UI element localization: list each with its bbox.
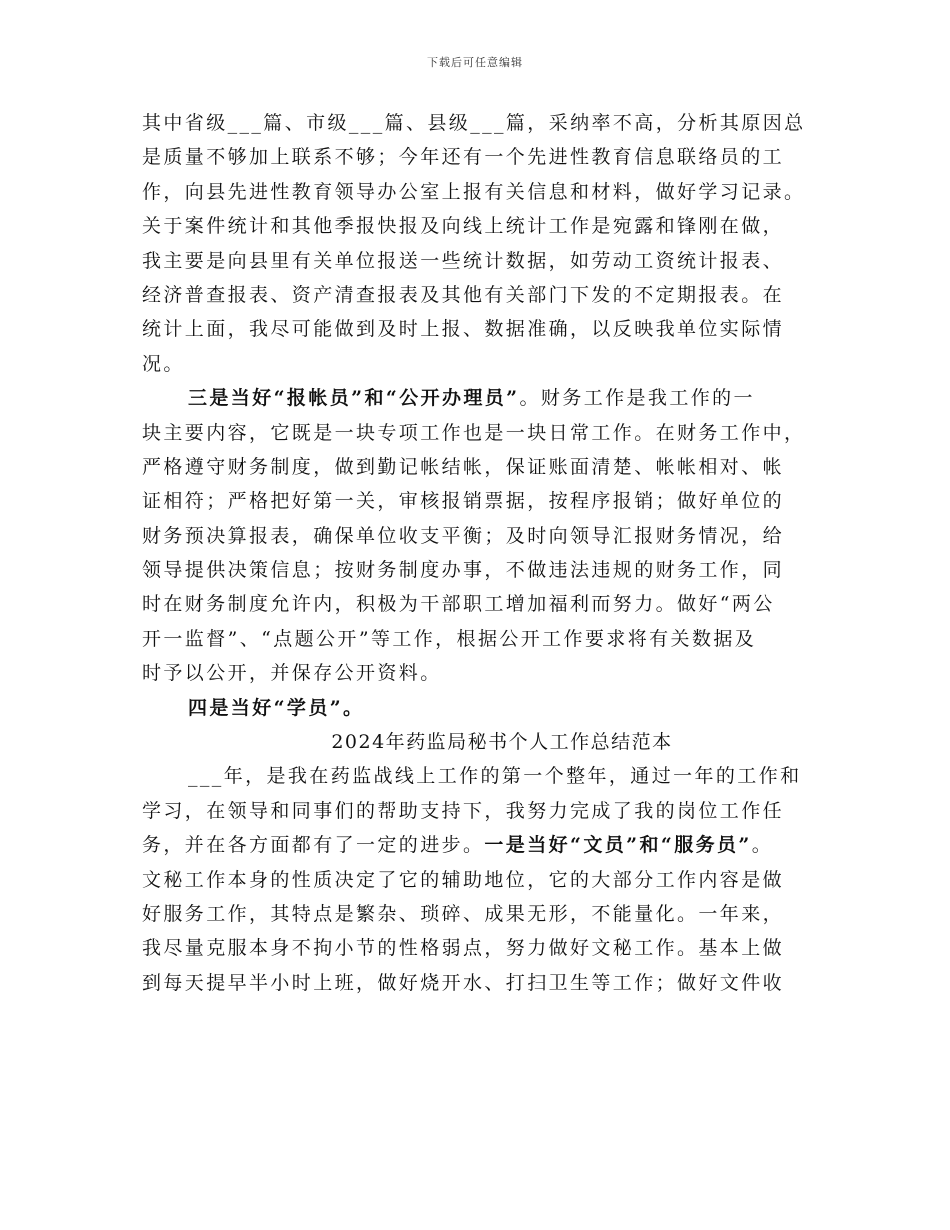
text-line: 领导提供决策信息；按财务制度办事，不做违法违规的财务工作，同: [142, 559, 785, 582]
text-line: [142, 381, 822, 415]
text-line: 关于案件统计和其他季报快报及向线上统计工作是宛露和锋刚在做，: [142, 215, 785, 238]
text-run: 。财务工作是我工作的一: [519, 387, 755, 410]
page-header-note: 下载后可任意编辑: [427, 56, 523, 69]
paragraph-summary: [142, 759, 822, 1000]
text-line: 到每天提早半小时上班，做好烧开水、打扫卫生等工作；做好文件收: [142, 971, 785, 994]
text-line: 财务预决算报表，确保单位收支平衡；及时向领导汇报财务情况，给: [142, 524, 785, 547]
text-line: 况。: [142, 352, 185, 375]
text-line: 统计上面，我尽可能做到及时上报、数据准确，以反映我单位实际情: [142, 318, 785, 341]
text-line: 学习，在领导和同事们的帮助支持下，我努力完成了我的岗位工作任: [142, 799, 785, 822]
text-line: [142, 828, 822, 862]
document-title: 2024年药监局秘书个人工作总结范本: [331, 731, 673, 754]
heading-accountant: 三是当好“报帐员”和“公开办理员”: [188, 387, 520, 410]
heading-clerk: 一是当好“文员”和“服务员”: [484, 834, 752, 857]
text-line: 时予以公开，并保存公开资料。: [142, 662, 442, 685]
text-run: 务，并在各方面都有了一定的进步。: [142, 834, 485, 857]
text-line: 作，向县先进性教育领导办公室上报有关信息和材料，做好学习记录。: [142, 180, 806, 203]
text-line: ___年，是我在药监战线上工作的第一个整年，通过一年的工作和: [188, 765, 802, 788]
text-line: 其中省级___篇、市级___篇、县级___篇，采纳率不高，分析其原因总: [142, 112, 806, 134]
text-line: 开一监督”、“点题公开”等工作，根据公开工作要求将有关数据及: [142, 627, 757, 650]
text-line: 好服务工作，其特点是繁杂、琐碎、成果无形，不能量化。一年来，: [142, 902, 785, 925]
document-body: [142, 106, 822, 1000]
paragraph-finance: [142, 381, 822, 691]
text-line: 我主要是向县里有关单位报送一些统计数据，如劳动工资统计报表、: [142, 249, 785, 272]
text-line: 块主要内容，它既是一块专项工作也是一块日常工作。在财务工作中，: [142, 421, 806, 444]
text-run: 。: [751, 834, 774, 857]
text-line: 是质量不够加上联系不够；今年还有一个先进性教育信息联络员的工: [142, 146, 785, 169]
text-line: 时在财务制度允许内，积极为干部职工增加福利而努力。做好“两公: [142, 593, 775, 616]
text-line: 严格遵守财务制度，做到勤记帐结帐，保证账面清楚、帐帐相对、帐: [142, 455, 785, 478]
paragraph-statistics: [142, 106, 822, 381]
heading-student: 四是当好“学员”。: [188, 696, 365, 719]
text-line: 证相符；严格把好第一关，审核报销票据，按程序报销；做好单位的: [142, 490, 785, 513]
text-line: 我尽量克服本身不拘小节的性格弱点，努力做好文秘工作。基本上做: [142, 937, 785, 960]
text-line: 经济普查报表、资产清查报表及其他有关部门下发的不定期报表。在: [142, 283, 785, 306]
text-line: 文秘工作本身的性质决定了它的辅助地位，它的大部分工作内容是做: [142, 868, 785, 891]
